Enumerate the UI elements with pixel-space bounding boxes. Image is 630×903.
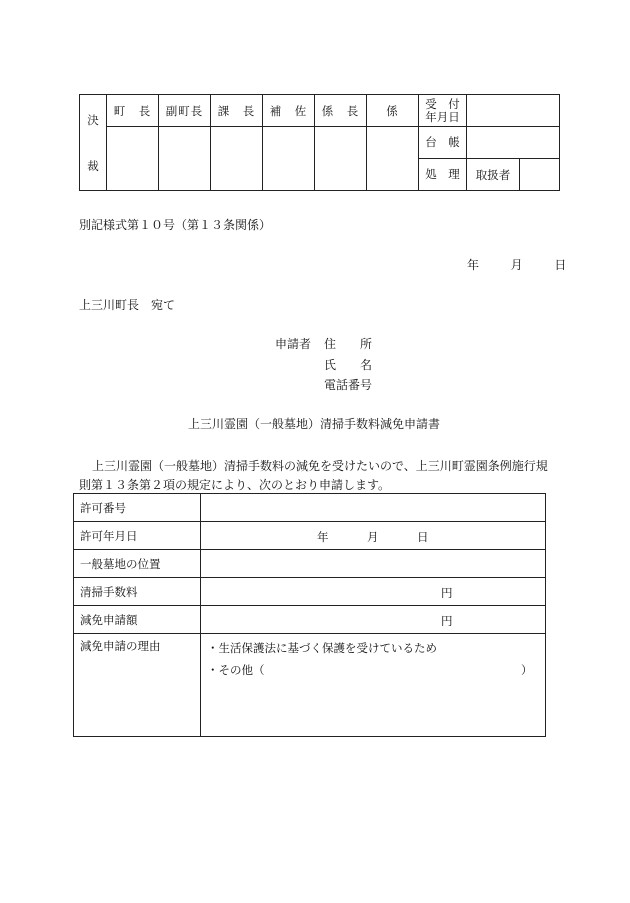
role-unit-chief: 係 長	[315, 95, 367, 127]
permit-date-day: 日	[417, 530, 429, 544]
date-month: 月	[510, 258, 523, 272]
body-text-line2: 則第１３条第２項の規定により、次のとおり申請します。	[79, 478, 391, 492]
reason-field[interactable]	[201, 634, 546, 737]
permit-date-label: 許可年月日	[74, 522, 201, 550]
role-assistant: 補 佐	[263, 95, 315, 127]
document-title: 上三川霊園（一般墓地）清掃手数料減免申請書	[188, 417, 441, 431]
ledger-label: 台 帳	[419, 127, 467, 159]
date-day: 日	[554, 258, 567, 272]
form-number: 別記様式第１０号（第１３条関係）	[79, 218, 272, 232]
reduction-amount-label: 減免申請額	[74, 606, 201, 634]
stamp-box-section-chief[interactable]	[211, 127, 263, 191]
stamp-box-assistant[interactable]	[263, 127, 315, 191]
row-permit-date	[74, 522, 546, 550]
received-date-label	[419, 95, 467, 127]
applicant-address-label: 住 所	[324, 337, 373, 351]
permit-number-field[interactable]	[201, 494, 546, 522]
date-year: 年	[467, 258, 480, 272]
received-date-box[interactable]	[467, 95, 560, 127]
reason-option-2[interactable]	[201, 659, 545, 681]
process-label: 処 理	[419, 159, 467, 191]
role-mayor: 町 長	[107, 95, 159, 127]
kessai-char-1: 決	[87, 112, 99, 127]
cleaning-fee-unit: 円	[441, 586, 453, 600]
reason-option-2-prefix: ・その他（	[207, 663, 265, 677]
role-section-chief: 課 長	[211, 95, 263, 127]
handler-box[interactable]	[520, 159, 560, 191]
approval-table	[79, 94, 560, 191]
ledger-box[interactable]	[467, 127, 560, 159]
received-date-label-line1: 受 付	[425, 96, 460, 111]
kessai-cell	[80, 95, 107, 191]
row-cleaning-fee	[74, 578, 546, 606]
reason-option-2-suffix: ）	[521, 663, 533, 677]
permit-date-year: 年	[317, 530, 329, 544]
kessai-char-2: 裁	[87, 158, 99, 173]
permit-date-field[interactable]	[201, 522, 546, 550]
handler-label: 取扱者	[467, 159, 520, 191]
reduction-amount-unit: 円	[441, 614, 453, 628]
role-staff: 係	[367, 95, 419, 127]
applicant-name-label: 氏 名	[324, 358, 373, 372]
stamp-box-unit-chief[interactable]	[315, 127, 367, 191]
body-text-line1: 上三川霊園（一般墓地）清掃手数料の減免を受けたいので、上三川町霊園条例施行規	[92, 459, 548, 473]
permit-number-label: 許可番号	[74, 494, 201, 522]
applicant-phone-label: 電話番号	[324, 378, 373, 392]
applicant-label: 申請者	[275, 337, 312, 351]
cleaning-fee-label: 清掃手数料	[74, 578, 201, 606]
stamp-box-staff[interactable]	[367, 127, 419, 191]
row-permit-number	[74, 494, 546, 522]
row-reduction-amount	[74, 606, 546, 634]
addressee: 上三川町長 宛て	[79, 298, 176, 312]
date-line	[467, 256, 566, 273]
row-plot-location	[74, 550, 546, 578]
application-table	[73, 493, 546, 737]
plot-location-label: 一般墓地の位置	[74, 550, 201, 578]
plot-location-field[interactable]	[201, 550, 546, 578]
reason-option-1[interactable]: ・生活保護法に基づく保護を受けているため	[207, 641, 437, 655]
received-date-label-line2: 年月日	[425, 109, 460, 124]
role-deputy-mayor: 副町長	[159, 95, 211, 127]
reduction-amount-field[interactable]	[201, 606, 546, 634]
stamp-box-deputy-mayor[interactable]	[159, 127, 211, 191]
cleaning-fee-field[interactable]	[201, 578, 546, 606]
row-reason	[74, 634, 546, 737]
reason-label: 減免申請の理由	[74, 634, 201, 737]
permit-date-month: 月	[367, 530, 379, 544]
stamp-box-mayor[interactable]	[107, 127, 159, 191]
